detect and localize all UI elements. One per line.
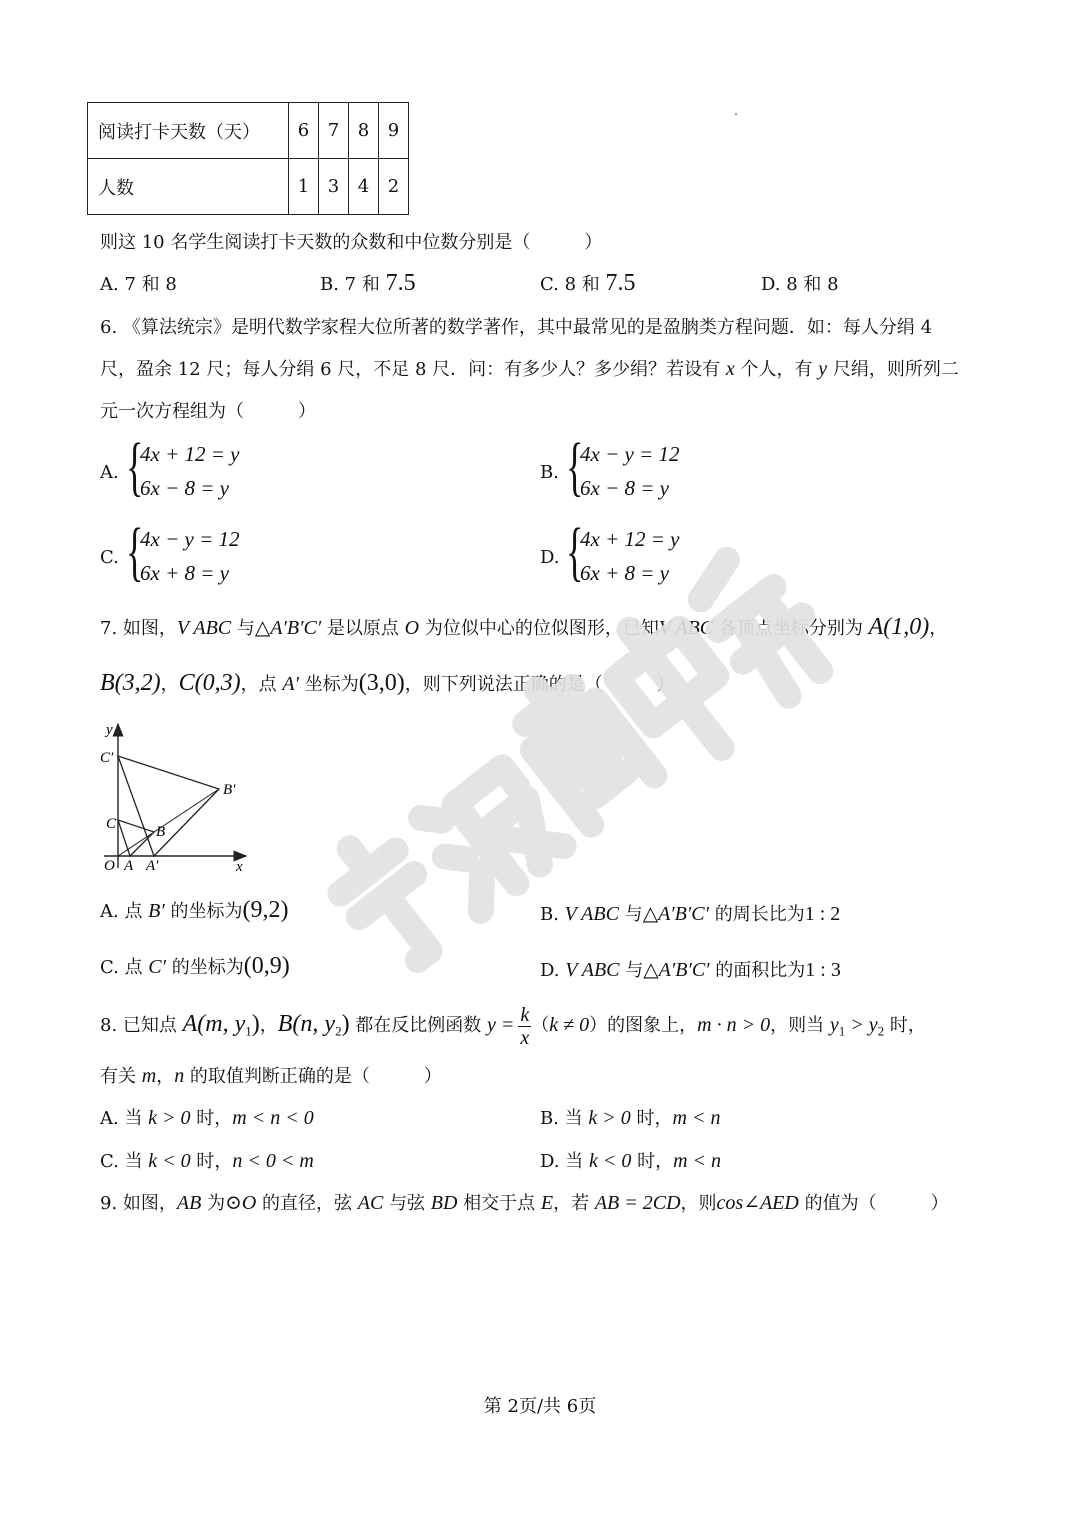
q7-option-a: A. 点 B′ 的坐标为(9,2) bbox=[100, 897, 289, 923]
q6-line1: 6. 《算法统宗》是明代数学家程大位所著的数学著作，其中最常见的是盈朒类方程问题．如：每人分绢 4 bbox=[100, 317, 933, 338]
q5-option-a: A. 7 和 8 bbox=[100, 274, 177, 295]
table-cell: 3 bbox=[319, 159, 349, 215]
fraction-k-over-x: $\frac{k}{x}$ bbox=[520, 1003, 530, 1049]
q7-option-b: B. V ABC 与△A′B′C′ 的周长比为1 : 2 bbox=[540, 903, 841, 925]
triangle-abc bbox=[118, 820, 154, 856]
page-footer: 第 2页/共 6页 bbox=[483, 1396, 597, 1417]
q7-figure bbox=[96, 718, 256, 878]
q8-option-b: B. 当 k > 0 时，m < n bbox=[540, 1107, 721, 1129]
q8-option-a: A. 当 k > 0 时，m < n < 0 bbox=[100, 1107, 314, 1129]
q8-option-d: D. 当 k < 0 时，m < n bbox=[540, 1150, 722, 1172]
table-cell: 6 bbox=[289, 103, 319, 159]
stray-dot bbox=[735, 113, 737, 115]
q7-line1: 7. 如图，V ABC 与△A′B′C′ 是以原点 O 为位似中心的位似图形，已知V ABC 各顶点坐标分别为 A(1,0)， bbox=[100, 614, 948, 640]
q8-line2: 有关 m，n 的取值判断正确的是（ ） bbox=[100, 1065, 442, 1087]
table-cell: 7 bbox=[319, 103, 349, 159]
q7-line2: B(3,2)，C(0,3)，点 A′ 坐标为(3,0)，则下列说法正确的是（ ） bbox=[100, 670, 675, 696]
brace-icon: { bbox=[566, 515, 584, 588]
q5-option-c: C. 8 和 7.5 bbox=[540, 270, 636, 296]
q8-option-c: C. 当 k < 0 时，n < 0 < m bbox=[100, 1150, 314, 1172]
label-cp: C′ bbox=[100, 750, 114, 766]
reading-table bbox=[87, 102, 409, 215]
table-header-people: 人数 bbox=[88, 159, 289, 215]
brace-icon: { bbox=[126, 515, 144, 588]
q8-line1: 8. 已知点 A(m, $y_1$)，B(n, $y_2$) 都在反比例函数 y = $\frac{k}{x}$ （k ≠ 0）的图象上，m · n > 0，则当 $y_1 > y_2$ 时， bbox=[100, 1003, 926, 1049]
brace-icon: { bbox=[566, 430, 584, 503]
q5-option-b: B. 7 和 7.5 bbox=[320, 270, 416, 296]
q6-line2: 尺，盈余 12 尺；每人分绢 6 尺，不足 8 尺．问：有多少人？多少绢？若设有 x 个人，有 y 尺绢，则所列二 bbox=[100, 358, 959, 380]
table-cell: 2 bbox=[379, 159, 409, 215]
label-a: A bbox=[124, 858, 134, 874]
label-ap: A′ bbox=[146, 858, 159, 874]
table-row bbox=[88, 103, 409, 159]
watermark-logo bbox=[270, 525, 870, 1005]
table-row bbox=[88, 159, 409, 215]
brace-icon: { bbox=[126, 430, 144, 503]
label-bp: B′ bbox=[223, 782, 236, 798]
q7-option-d: D. V ABC 与△A′B′C′ 的面积比为1 : 3 bbox=[540, 959, 841, 981]
table-header-days: 阅读打卡天数（天） bbox=[88, 103, 289, 159]
label-y: y bbox=[106, 722, 113, 738]
triangle-apbpcp bbox=[118, 756, 219, 856]
table-cell: 9 bbox=[379, 103, 409, 159]
table-cell: 4 bbox=[349, 159, 379, 215]
table-cell: 8 bbox=[349, 103, 379, 159]
q5-option-d: D. 8 和 8 bbox=[761, 274, 839, 295]
q9-line1: 9. 如图，AB 为⊙O 的直径，弦 AC 与弦 BD 相交于点 E，若 AB = 2CD，则cos∠AED 的值为（ ） bbox=[100, 1192, 949, 1214]
table-cell: 1 bbox=[289, 159, 319, 215]
label-c: C bbox=[106, 816, 117, 832]
q6-line3: 元一次方程组为（ ） bbox=[100, 401, 316, 422]
label-b: B bbox=[156, 824, 166, 840]
label-o: O bbox=[104, 858, 115, 874]
label-x: x bbox=[236, 859, 243, 875]
q7-option-c: C. 点 C′ 的坐标为(0,9) bbox=[100, 953, 290, 979]
q5-stem: 则这 10 名学生阅读打卡天数的众数和中位数分别是（ ） bbox=[100, 232, 603, 253]
